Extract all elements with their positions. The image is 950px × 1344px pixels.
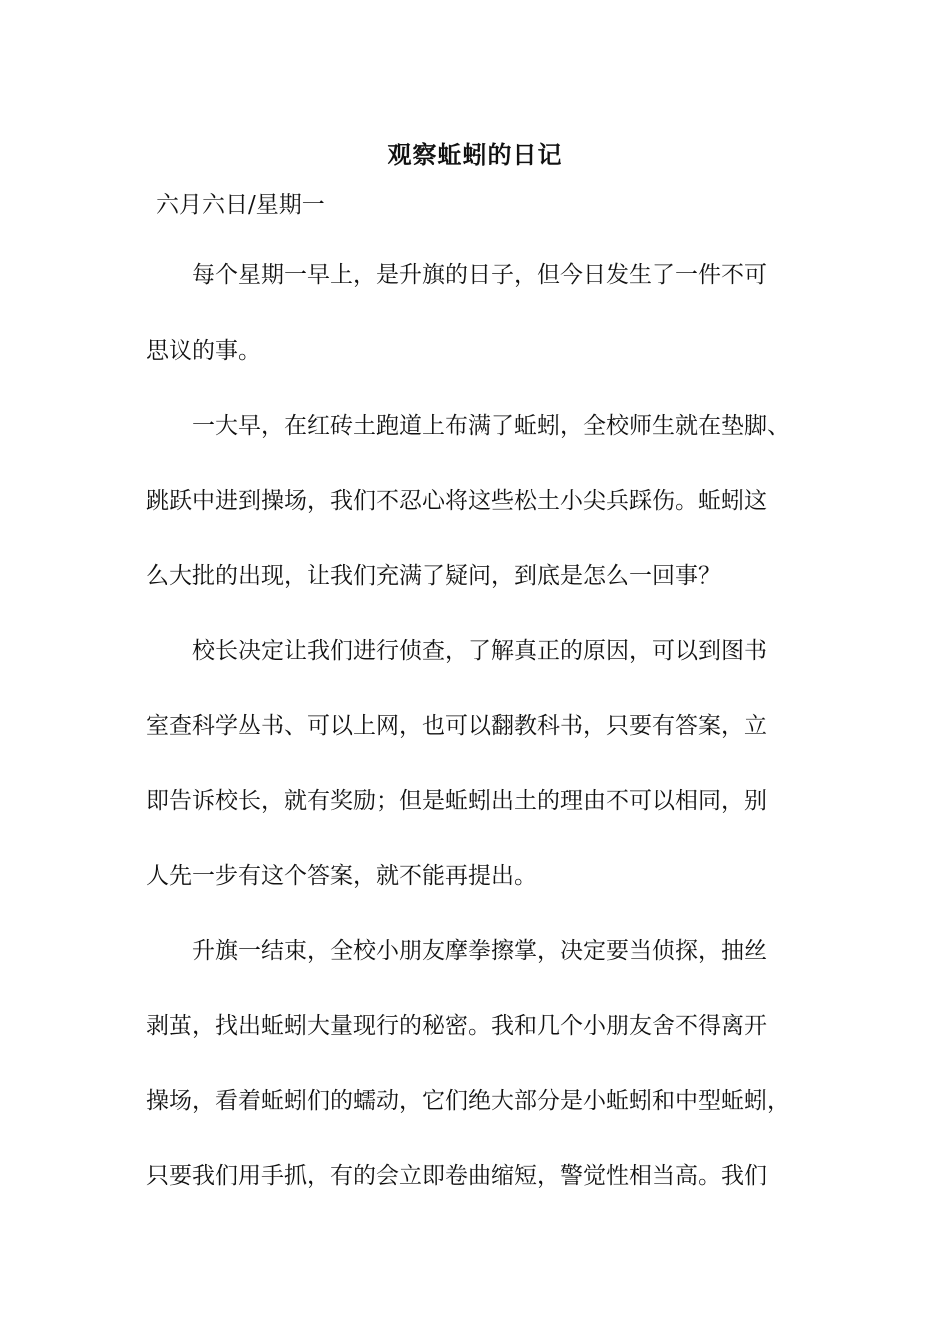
text-line: 升旗一结束，全校小朋友摩拳擦掌，决定要当侦探，抽丝 — [146, 938, 767, 964]
text-line: 操场，看着蚯蚓们的蠕动，它们绝大部分是小蚯蚓和中型蚯蚓， — [146, 1088, 790, 1114]
diary-date: 六月六日/星期一 — [156, 192, 325, 218]
text-line: 么大批的出现，让我们充满了疑问，到底是怎么一回事？ — [146, 563, 721, 589]
text-line: 跳跃中进到操场，我们不忍心将这些松土小尖兵踩伤。蚯蚓这 — [146, 488, 767, 514]
text-line: 思议的事。 — [146, 338, 261, 364]
text-line: 人先一步有这个答案，就不能再提出。 — [146, 863, 537, 889]
text-line: 剥茧，找出蚯蚓大量现行的秘密。我和几个小朋友舍不得离开 — [146, 1013, 767, 1039]
text-line: 一大早，在红砖土跑道上布满了蚯蚓，全校师生就在垫脚、 — [146, 413, 790, 439]
document-title: 观察蚯蚓的日记 — [387, 140, 563, 169]
text-line: 即告诉校长，就有奖励；但是蚯蚓出土的理由不可以相同，别 — [146, 788, 767, 814]
text-line: 室查科学丛书、可以上网，也可以翻教科书，只要有答案，立 — [146, 713, 767, 739]
text-line: 每个星期一早上，是升旗的日子，但今日发生了一件不可 — [146, 262, 767, 288]
text-line: 只要我们用手抓，有的会立即卷曲缩短，警觉性相当高。我们 — [146, 1163, 767, 1189]
text-line: 校长决定让我们进行侦查，了解真正的原因，可以到图书 — [146, 638, 767, 664]
